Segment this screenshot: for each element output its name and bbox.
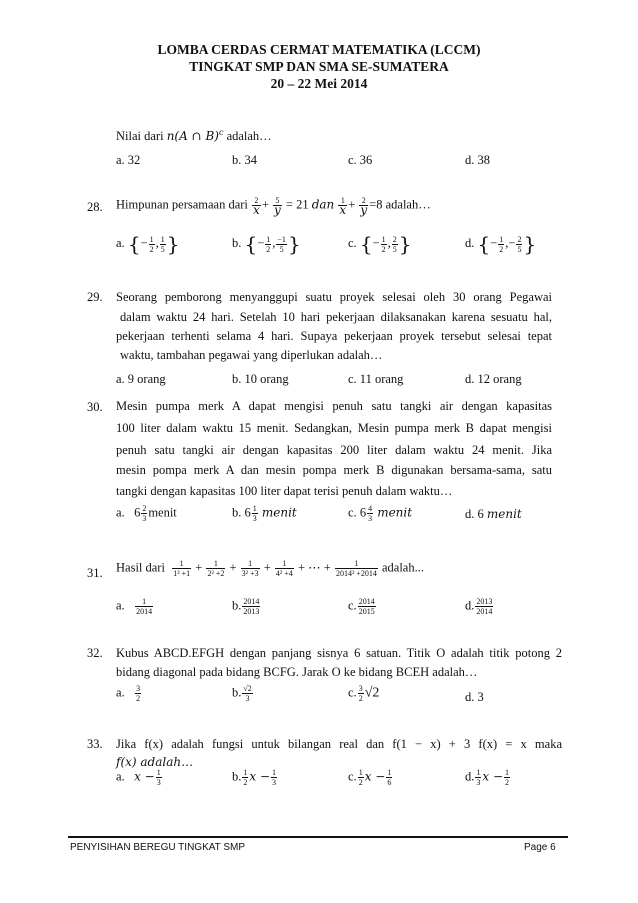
header-title: LOMBA CERDAS CERMAT MATEMATIKA (LCCM)	[157, 42, 481, 57]
q30-line-1: Mesin pumpa merk A dapat mengisi penuh satu tangki air dengan kapasitas	[116, 399, 552, 413]
q29-option-d: d. 12 orang	[465, 372, 522, 386]
fraction: $\frac{1}{x}$	[339, 196, 347, 217]
q28-option-a: a. {− $\frac{1}{2}$ , $\frac{1}{5}$ }	[116, 232, 180, 256]
footer-divider	[68, 836, 568, 838]
q32-option-b: b. $\frac{√2}{3}$	[232, 684, 252, 703]
fraction: $\frac{5}{y}$	[274, 196, 281, 217]
q31-option-c: c. $\frac{2014}{2015}$	[348, 597, 375, 616]
q27-option-d: d. 38	[465, 153, 490, 167]
q29-line-2: dalam waktu 24 hari. Setelah 10 hari pekerjaan dilaksanakan karena sesuatu hal,	[120, 310, 552, 324]
q30-line-3: penuh satu tangki air dengan kapasitas 200 liter dalam waktu 24 menit. Jika	[116, 443, 552, 457]
q33-option-c: c. $\frac{1}{2}$ x − $\frac{1}{6}$	[348, 768, 392, 787]
q28-number: 28.	[87, 200, 103, 214]
q30-option-d: d. 6 menit	[465, 507, 522, 521]
header-date: 20 – 22 Mei 2014	[270, 76, 368, 91]
page-number: Page 6	[524, 842, 556, 853]
q27-option-b: b. 34	[232, 153, 257, 167]
q31-option-b: b. $\frac{2014}{2013}$	[232, 597, 260, 616]
q30-line-2: 100 liter dalam waktu 15 menit. Sedangkan, Mesin pumpa merk B dapat mengisi	[116, 421, 552, 435]
q33-option-b: b. $\frac{1}{2}$ x − $\frac{1}{3}$	[232, 768, 277, 787]
q27-option-a: a. 32	[116, 153, 141, 167]
q30-option-c: c. 6 $\frac{4}{3}$ menit	[348, 504, 413, 523]
q33-option-d: d. $\frac{1}{3}$ x − $\frac{1}{2}$	[465, 768, 510, 787]
q30-number: 30.	[87, 400, 103, 414]
q29-number: 29.	[87, 290, 103, 304]
q32-number: 32.	[87, 646, 103, 660]
q30-line-5: tangki dengan kapasitas 100 liter dapat terisi penuh dalam waktu…	[116, 484, 453, 498]
q28-option-d: d. {− $\frac{1}{2}$ ,− $\frac{2}{5}$ }	[465, 232, 537, 256]
q31-option-a: a. $\frac{1}{2014}$	[116, 597, 153, 616]
q29-option-b: b. 10 orang	[232, 372, 289, 386]
q29-line-4: waktu, tambahan pegawai yang diperlukan adalah…	[120, 348, 383, 362]
q28-option-c: c. {− $\frac{1}{2}$ , $\frac{2}{5}$ }	[348, 232, 412, 256]
q30-line-4: mesin pompa merk A dan mesin pompa merk B digunakan bersama-sama, satu	[116, 463, 552, 477]
q32-option-d: d. 3	[465, 690, 484, 704]
header-subtitle: TINGKAT SMP DAN SMA SE-SUMATERA	[189, 59, 449, 74]
q27-stem: Nilai dari n(A ∩ B)$^c$ adalah…	[116, 128, 272, 144]
q33-number: 33.	[87, 737, 103, 751]
q33-line-2: f(x) adalah…	[116, 755, 194, 769]
q33-line-1: Jika f(x) adalah fungsi untuk bilangan real dan f(1 − x) + 3 f(x) = x maka	[116, 737, 562, 751]
q31-stem: Hasil dari $\frac{1}{\text{1² +1}}$ + $\frac{1}{\text{2² +2}}$ + $\frac{1}{\text{3² +3}}$ + $\frac{1}{\text{4² +4}}$ + ⋯ + $\frac{1}{\text{2014² +2014}}$ adalah...	[116, 559, 424, 578]
fraction: $\frac{2}{x}$	[253, 196, 260, 217]
q32-option-c: c. $\frac{3}{2}$ √2	[348, 684, 380, 703]
q29-option-c: c. 11 orang	[348, 372, 404, 386]
q28-stem: Himpunan persamaan dari $\frac{2}{x}$ + $\frac{5}{y}$ = 21 dan $\frac{1}{x}$ + $\frac{2}{y}$ =8 adalah…	[116, 196, 431, 217]
footer-left: PENYISIHAN BEREGU TINGKAT SMP	[70, 842, 246, 853]
q29-line-1: Seorang pemborong menyanggupi suatu proyek selesai oleh 30 orang Pegawai	[116, 290, 552, 304]
q27-option-c: c. 36	[348, 153, 373, 167]
q29-line-3: pekerjaan terhenti selama 4 hari. Supaya pekerjaan proyek tersebut selesai tepat	[116, 329, 552, 343]
q32-line-1: Kubus ABCD.EFGH dengan panjang sisnya 6 satuan. Titik O adalah titik potong 2	[116, 646, 562, 660]
q30-option-a: a. 6 $\frac{2}{3}$ menit	[116, 504, 177, 523]
q31-number: 31.	[87, 566, 103, 580]
q32-line-2: bidang diagonal pada bidang BCFG. Jarak O ke bidang BCEH adalah…	[116, 665, 478, 679]
q32-option-a: a. $\frac{3}{2}$	[116, 684, 141, 703]
q33-option-a: a. x − $\frac{1}{3}$	[116, 768, 161, 787]
q30-option-b: b. 6 $\frac{1}{3}$ menit	[232, 504, 297, 523]
q31-option-d: d. $\frac{2013}{2014}$	[465, 597, 493, 616]
q28-option-b: b. {− $\frac{1}{2}$ , $\frac{-1}{5}$ }	[232, 232, 301, 256]
q29-option-a: a. 9 orang	[116, 372, 166, 386]
fraction: $\frac{2}{y}$	[360, 196, 368, 217]
